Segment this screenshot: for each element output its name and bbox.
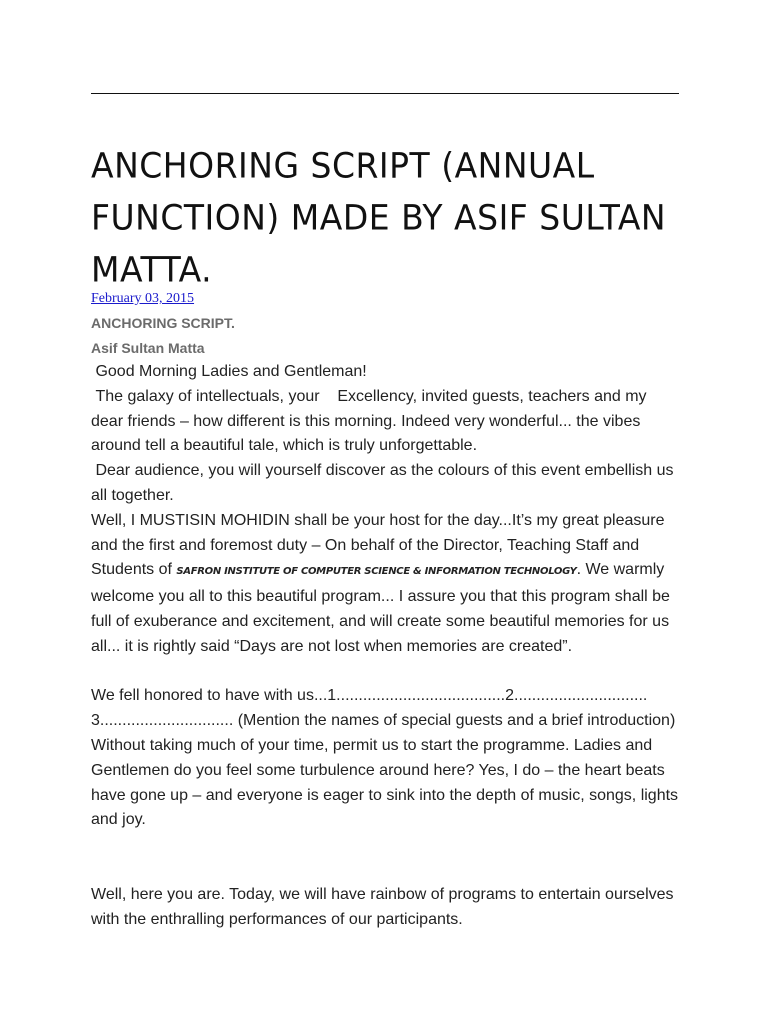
institute-name: SAFRON INSTITUTE OF COMPUTER SCIENCE & INFORMATION TECHNOLOGY <box>176 566 577 578</box>
paragraph-spacer <box>91 833 679 883</box>
paragraph-galaxy: The galaxy of intellectuals, your Excellency, invited guests, teachers and my dear friends – how different is this morning. Indeed very wonderful... the vibes around tell a beautiful tale, which is truly unforgettable. <box>91 387 651 455</box>
post-title: ANCHORING SCRIPT (ANNUAL FUNCTION) MADE BY ASIF SULTAN MATTA. <box>91 145 667 290</box>
post-body <box>91 360 683 932</box>
post-date-link[interactable]: February 03, 2015 <box>91 291 195 306</box>
paragraph-guests-line2: 3.............................. (Mention the names of special guests and a brief introduction) <box>91 712 676 730</box>
top-divider <box>91 93 679 94</box>
paragraph-greeting: Good Morning Ladies and Gentleman! <box>91 363 367 380</box>
post-label-heading: ANCHORING SCRIPT. <box>91 315 235 331</box>
host-text-post: . We warmly welcome you all to this beautiful program... I assure you that this program shall be full of exuberance and excitement, and will create some beautiful memories for us all... it is rightly said “Days are not lost when memories are created”. <box>91 561 675 655</box>
paragraph-guests-line1: We fell honored to have with us...1......................................2.............................. <box>91 687 648 705</box>
paragraph-spacer <box>91 660 679 685</box>
post-author: Asif Sultan Matta <box>91 340 205 356</box>
paragraph-host <box>91 509 679 660</box>
paragraph-audience: Dear audience, you will yourself discover as the colours of this event embellish us all together. <box>91 462 678 504</box>
host-text-pre: Well, I MUSTISIN MOHIDIN shall be your host for the day...It’s my great pleasure and the first and foremost duty – On behalf of the Director, Teaching Staff and Students of <box>91 511 669 579</box>
paragraph-rainbow: Well, here you are. Today, we will have rainbow of programs to entertain ourselves with the enthralling performances of our participants. <box>91 885 678 928</box>
paragraph-programme: Without taking much of your time, permit us to start the programme. Ladies and Gentlemen do you feel some turbulence around here? Yes, I do – the heart beats have gone up – and everyone is eager to sink into the depth of music, songs, lights and joy. <box>91 736 683 829</box>
